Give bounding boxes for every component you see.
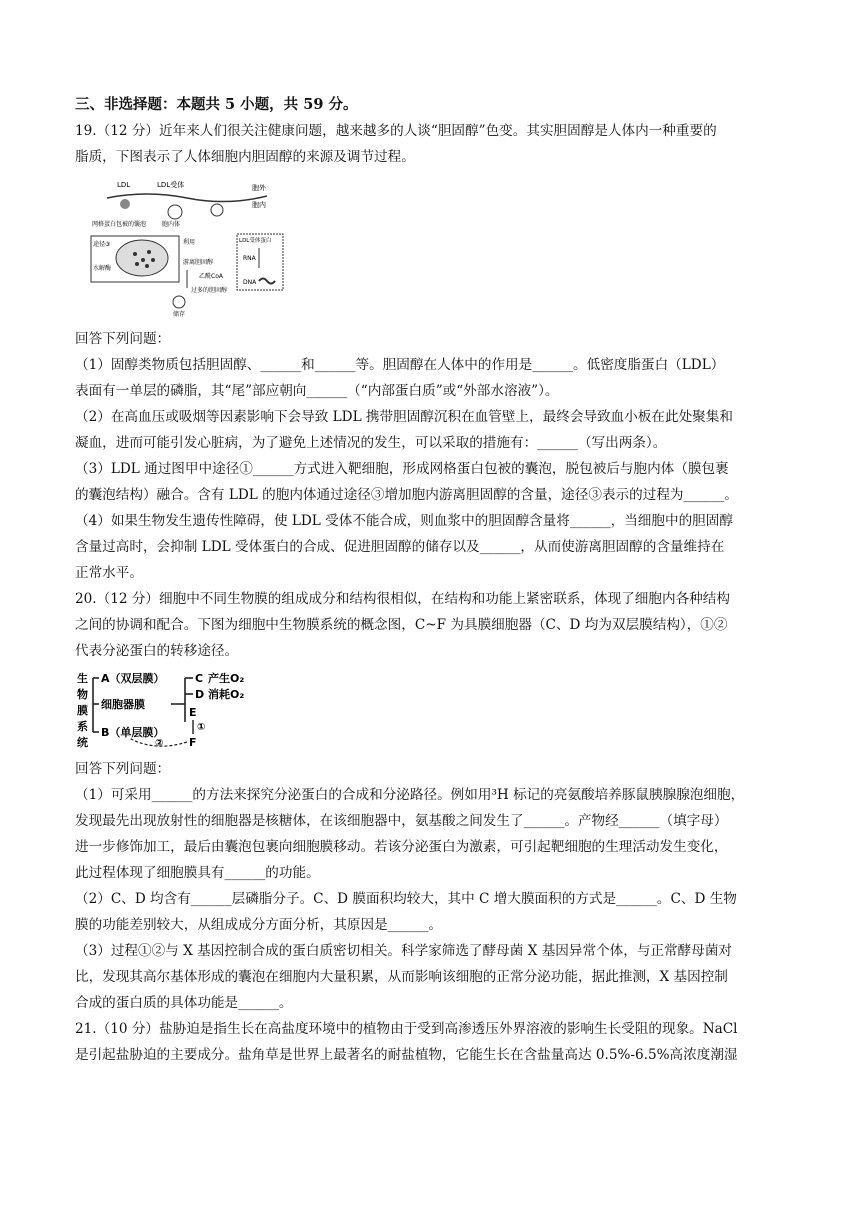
q19-part-line: 正常水平。 [75, 565, 143, 581]
membrane-system-concept-map [75, 668, 285, 748]
q20-answer-intro: 回答下列问题： [75, 761, 171, 777]
fig-storage-label: 储存 [173, 311, 186, 318]
q20-stem-line: 代表分泌蛋白的转移途径。 [75, 643, 239, 659]
fig2-c-function: 产生O₂ [208, 672, 245, 685]
q19-part-line: （4）如果生物发生遗传性障碍，使 LDL 受体不能合成，则血浆中的胆固醇含量将______，当细胞中的胆固醇 [75, 513, 733, 529]
q19-answer-intro: 回答下列问题： [75, 331, 171, 347]
fig2-organelle-label: 细胞器膜 [101, 698, 145, 711]
q21-stem-line: 是引起盐胁迫的主要成分。盐角草是世界上最著名的耐盐植物，它能生长在含盐量高达 0.5%-6.5%高浓度潮湿 [75, 1047, 738, 1063]
q19-part-line: （3）LDL 通过图甲中途径①______方式进入靶细胞，形成网格蛋白包被的囊泡，脱包被后与胞内体（膜包裹 [75, 461, 729, 477]
q20-part-line: 此过程体现了细胞膜具有______的功能。 [75, 865, 320, 881]
fig2-a-label: A（双层膜） [101, 672, 165, 685]
fig2-d-label: D [195, 688, 205, 701]
fig2-f-label: F [189, 736, 197, 748]
q20-part-line: （3）过程①②与 X 基因控制合成的蛋白质密切相关。科学家筛选了酵母菌 X 基因异常个体，与正常酵母菌对 [75, 943, 733, 959]
fig-ldl-label: LDL [117, 181, 131, 189]
fig-rna-label: RNA [243, 255, 256, 262]
question-21 [75, 1016, 795, 1068]
cholesterol-pathway-figure [87, 178, 287, 318]
q20-stem-line: 之间的协调和配合。下图为细胞中生物膜系统的概念图，C~F 为具膜细胞器（C、D 均为双层膜结构），①② [75, 617, 728, 633]
fig-vesicle-label: 网格蛋白包被的囊泡 [92, 221, 147, 228]
svg-text:膜: 膜 [77, 704, 88, 717]
q20-part-line: 膜的功能差别较大，从组成成分方面分析，其原因是______。 [75, 917, 443, 933]
fig2-route2-label: ② [155, 738, 164, 748]
q19-stem-line: 脂质，下图表示了人体细胞内胆固醇的来源及调节过程。 [75, 149, 415, 165]
q20-part-line: 合成的蛋白质的具体功能是______。 [75, 995, 293, 1011]
fig-pathway-label: 途径③ [93, 241, 111, 248]
q20-part-line: （1）可采用______的方法来探究分泌蛋白的合成和分泌路径。例如用³H 标记的亮氨酸培养豚鼠胰腺腺泡细胞， [75, 787, 745, 803]
fig-acetyl-label: 乙酰CoA [199, 273, 223, 280]
fig-outside-label: 胞外 [252, 184, 266, 192]
fig-free-cholesterol-label: 游离胆固醇 [183, 259, 214, 266]
question-20 [75, 586, 795, 1016]
q20-part-line: 进一步修饰加工，最后由囊泡包裹向细胞膜移动。若该分泌蛋白为激素，可引起靶细胞的生理活动发生变化， [75, 839, 728, 855]
q21-stem-line: 21.（10 分）盐胁迫是指生长在高盐度环境中的植物由于受到高渗透压外界溶液的影响生长受阻的现象。NaCl [75, 1021, 738, 1037]
fig-inside-label: 胞内 [252, 201, 266, 209]
fig-excess-label: 过多的胆固醇 [191, 287, 228, 294]
fig2-e-label: E [189, 706, 197, 719]
fig-receptor-protein-label: LDL受体蛋白 [239, 238, 272, 244]
question-19 [75, 118, 795, 586]
fig2-d-function: 消耗O₂ [208, 688, 245, 701]
exam-page [75, 92, 795, 1068]
fig-endosome-label: 胞内体 [162, 221, 181, 228]
q20-part-line: 比，发现其高尔基体形成的囊泡在细胞内大量积累，从而影响该细胞的正常分泌功能，据此推测，X 基因控制 [75, 969, 728, 985]
fig-use-label: 利用 [183, 239, 196, 246]
q19-part-line: （2）在高血压或吸烟等因素影响下会导致 LDL 携带胆固醇沉积在血管壁上，最终会导致血小板在此处聚集和 [75, 409, 733, 425]
q19-part-line: 凝血，进而可能引发心脏病，为了避免上述情况的发生，可以采取的措施有：______（写出两条）。 [75, 435, 667, 451]
q19-part-line: 含量过高时，会抑制 LDL 受体蛋白的合成、促进胆固醇的储存以及______，从而使游离胆固醇的含量维持在 [75, 539, 725, 555]
q20-part-line: （2）C、D 均含有______层磷脂分子。C、D 膜面积均较大，其中 C 增大膜面积的方式是______。C、D 生物 [75, 891, 737, 907]
fig2-route1-label: ① [197, 722, 206, 733]
q19-part-line: 表面有一单层的磷脂，其“尾”部应朝向______（“内部蛋白质”或“外部水溶液”）。 [75, 383, 559, 399]
fig-ldl-receptor-label: LDL受体 [157, 181, 185, 189]
q19-stem-line: 19.（12 分）近年来人们很关注健康问题，越来越多的人谈“胆固醇”色变。其实胆固醇是人体内一种重要的 [75, 123, 717, 139]
svg-text:系: 系 [77, 720, 88, 733]
q20-stem-line: 20.（12 分）细胞中不同生物膜的组成成分和结构很相似，在结构和功能上紧密联系，体现了细胞内各种结构 [75, 591, 730, 607]
fig2-system-label-1: 生 [77, 672, 88, 685]
q20-part-line: 发现最先出现放射性的细胞器是核糖体，在该细胞器中，氨基酸之间发生了______。产物经______（填字母） [75, 813, 728, 829]
fig-lysosome-label: 水解酶 [93, 265, 112, 272]
fig2-c-label: C [195, 672, 204, 685]
fig-dna-label: DNA [243, 279, 257, 286]
fig2-b-label: B（单层膜） [101, 726, 165, 739]
q19-part-line: （1）固醇类物质包括胆固醇、______和______等。胆固醇在人体中的作用是______。低密度脂蛋白（LDL） [75, 357, 725, 373]
section-title: 三、非选择题：本题共 5 小题，共 59 分。 [75, 96, 358, 113]
svg-text:物: 物 [77, 688, 88, 701]
q19-part-line: 的囊泡结构）融合。含有 LDL 的胞内体通过途径③增加胞内游离胆固醇的含量，途径③表示的过程为______。 [75, 487, 738, 503]
svg-text:统: 统 [77, 736, 88, 748]
